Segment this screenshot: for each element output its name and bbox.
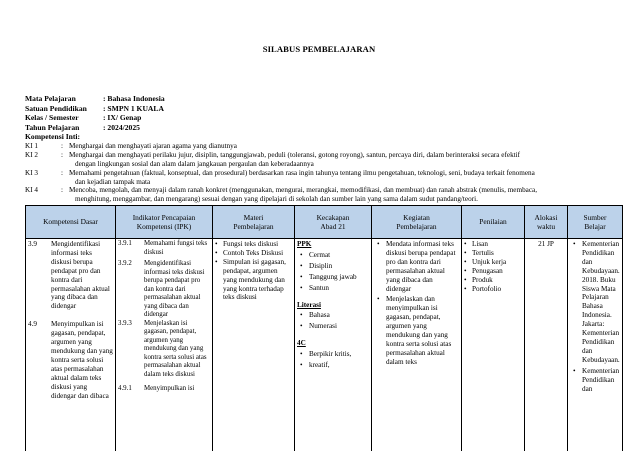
ki-text-line: dan kejadian tampak mata: [75, 177, 151, 186]
ki-text: [69, 186, 620, 204]
info-row-tahun-pelajaran: [25, 123, 165, 133]
list-item: • Numerasi: [297, 322, 369, 331]
section-heading: Literasi: [297, 300, 321, 309]
kegiatan-list: [374, 240, 459, 367]
4c-list: [297, 350, 369, 370]
literasi-list: [297, 311, 369, 331]
ki-4: [25, 186, 620, 204]
info-row-satuan-pendidikan: [25, 104, 165, 114]
cell-alokasi: [525, 239, 568, 451]
info-value: : IX/ Genap: [103, 113, 142, 123]
ki-colon: :: [61, 186, 63, 194]
list-item: • Cermat: [297, 251, 369, 260]
cell-ipk: [116, 239, 213, 451]
list-item: • Santun: [297, 284, 369, 293]
ki-colon: :: [61, 151, 63, 159]
cell-kecakapan: [295, 239, 372, 451]
list-item: • Contoh Teks Diskusi: [215, 249, 292, 258]
cell-materi: [213, 239, 295, 451]
list-item: • Portofolio: [464, 285, 522, 294]
list-item: • Penugasan: [464, 267, 522, 276]
info-value: : Bahasa Indonesia: [103, 94, 165, 103]
penilaian-list: [464, 240, 522, 293]
ki-text-line: Menghargai dan menghayati perilaku jujur, disiplin, tanggungjawab, peduli (toleransi, gotong royong), santun, percaya diri, dalam berinteraksi secara efektif: [69, 151, 521, 159]
ki-label: KI 1: [25, 142, 38, 150]
ki-text-line: Mencoba, mengolah, dan menyaji dalam ranah konkret (menggunakan, mengurai, merangkai, memodifikasi, dan membuat) dan ranah abstrak (menulis, membaca,: [69, 186, 538, 194]
ki-label: KI 3: [25, 169, 38, 177]
ki-text-line: menghitung, menggambar, dan mengarang) sesuai dengan yang dipelajari di sekolah dan sumber lain yang sama dalam sudut pandang/teori.: [75, 194, 478, 203]
info-row-kelas-semester: [25, 113, 165, 123]
list-item: • Produk: [464, 276, 522, 285]
ki-colon: :: [61, 142, 63, 150]
header-kegiatan: Kegiatan Pembelajaran: [372, 206, 462, 239]
header-kecakapan: Kecakapan Abad 21: [295, 206, 372, 239]
syllabus-table: [25, 205, 623, 451]
list-item: • Tertulis: [464, 249, 522, 258]
list-item: • Simpulan isi gagasan, pendapat, argumen yang mendukung dan yang kontra terhadap teks diskusi: [215, 258, 292, 303]
list-item: • Berpikir kritis,: [297, 350, 369, 359]
cell-kompetensi-dasar: [26, 239, 116, 451]
list-item: • Tanggung jawab: [297, 273, 369, 282]
header-sumber: Sumber Belajar: [568, 206, 623, 239]
ki-text-line: Memahami pengetahuan (faktual, konseptual, dan prosedural) berdasarkan rasa ingin tahunya tentang ilmu pengetahuan, teknologi, seni, budaya terkait fenomena: [69, 169, 535, 177]
ipk-item: 3.9.3 Menjelaskan isi gagasan, pendapat, argumen yang mendukung dan yang kontra serta solusi atas permasalahan aktual dalam teks diskusi: [118, 319, 207, 378]
list-item: • Lisan: [464, 240, 522, 249]
sumber-list: [570, 240, 620, 393]
header-materi: Materi Pembelajaran: [213, 206, 295, 239]
list-item: • Fungsi teks diskusi: [215, 240, 292, 249]
ppk-list: [297, 251, 369, 293]
list-item: • kreatif,: [297, 361, 369, 370]
list-item: • Kementerian Pendidikan dan: [570, 367, 620, 394]
header-penilaian: Penilaian: [462, 206, 525, 239]
kompetensi-inti-heading: Kompetensi Inti:: [25, 132, 81, 141]
list-item: • Unjuk kerja: [464, 258, 522, 267]
ki-2: [25, 151, 620, 169]
document-info: [25, 94, 165, 132]
header-kompetensi-dasar: Kompetensi Dasar: [26, 206, 116, 239]
list-item: • Menjelaskan dan menyimpulkan isi gagasan, pendapat, argumen yang mendukung dan yang kontra serta solusi atas permasalahan aktual dalam teks: [374, 295, 459, 366]
table-header-row: [26, 206, 623, 239]
list-item: • Mendata informasi teks diskusi berupa pendapat pro dan kontra dari permasalahan aktual yang dibaca dan didengar: [374, 240, 459, 293]
ki-text: [69, 169, 620, 187]
ki-label: KI 4: [25, 186, 38, 194]
ki-1: [25, 142, 620, 151]
ipk-item: 4.9.1 Menyimpulkan isi: [118, 385, 195, 392]
ki-3: [25, 169, 620, 187]
header-ipk: Indikator Pencapaian Kompetensi (IPK): [116, 206, 213, 239]
kd-item: 3.9 Mengidentifikasi informasi teks diskusi berupa pendapat pro dan kontra dari permasalahan aktual yang dibaca dan didengar: [28, 240, 110, 311]
cell-penilaian: [462, 239, 525, 451]
ipk-item: 3.9.1 Memahami fungsi teks diskusi: [118, 240, 208, 256]
info-row-mata-pelajaran: [25, 94, 165, 104]
info-key: Satuan Pendidikan: [25, 103, 87, 113]
page-title: SILABUS PEMBELAJARAN: [262, 44, 376, 54]
list-item: • Disiplin: [297, 262, 369, 271]
table-row: [26, 239, 623, 451]
cell-kegiatan: [372, 239, 462, 451]
info-key: Mata Pelajaran: [25, 94, 76, 103]
info-value: : 2024/2025: [103, 122, 140, 132]
alokasi-value: 21 JP: [538, 240, 554, 248]
section-heading: 4C: [297, 339, 306, 348]
section-heading: PPK: [297, 240, 312, 248]
ki-label: KI 2: [25, 151, 38, 159]
list-item: • Kementerian Pendidikan dan Kebudayaan. 2018. Buku Siswa Mata Pelajaran Bahasa Indonesia. Jakarta: Kementerian Pendidikan dan Kebudayaan.: [570, 240, 620, 365]
header-alokasi: Alokasi waktu: [525, 206, 568, 239]
info-key: Tahun Pelajaran: [25, 122, 80, 132]
cell-sumber: [568, 239, 623, 451]
ki-text: [69, 151, 620, 169]
ki-text-line: dengan lingkungan sosial dan alam dalam jangkauan pergaulan dan keberadaannya: [75, 159, 314, 168]
materi-list: [215, 240, 292, 302]
ki-colon: :: [61, 169, 63, 177]
info-value: : SMPN 1 KUALA: [103, 103, 164, 113]
ki-text: Menghargai dan menghayati ajaran agama yang dianutnya: [69, 142, 237, 150]
info-key: Kelas / Semester: [25, 113, 79, 123]
kd-item: 4.9 Menyimpulkan isi gagasan, pendapat, argumen yang mendukung dan yang kontra serta solusi atas permasalahan aktual dalam teks diskusi yang didengar dan dibaca: [28, 320, 113, 400]
ipk-item: 3.9.2 Mengidentifikasi informasi teks diskusi berupa pendapat pro dan kontra dari permasalahan aktual yang dibaca dan didengar: [118, 260, 205, 318]
list-item: • Bahasa: [297, 311, 369, 320]
